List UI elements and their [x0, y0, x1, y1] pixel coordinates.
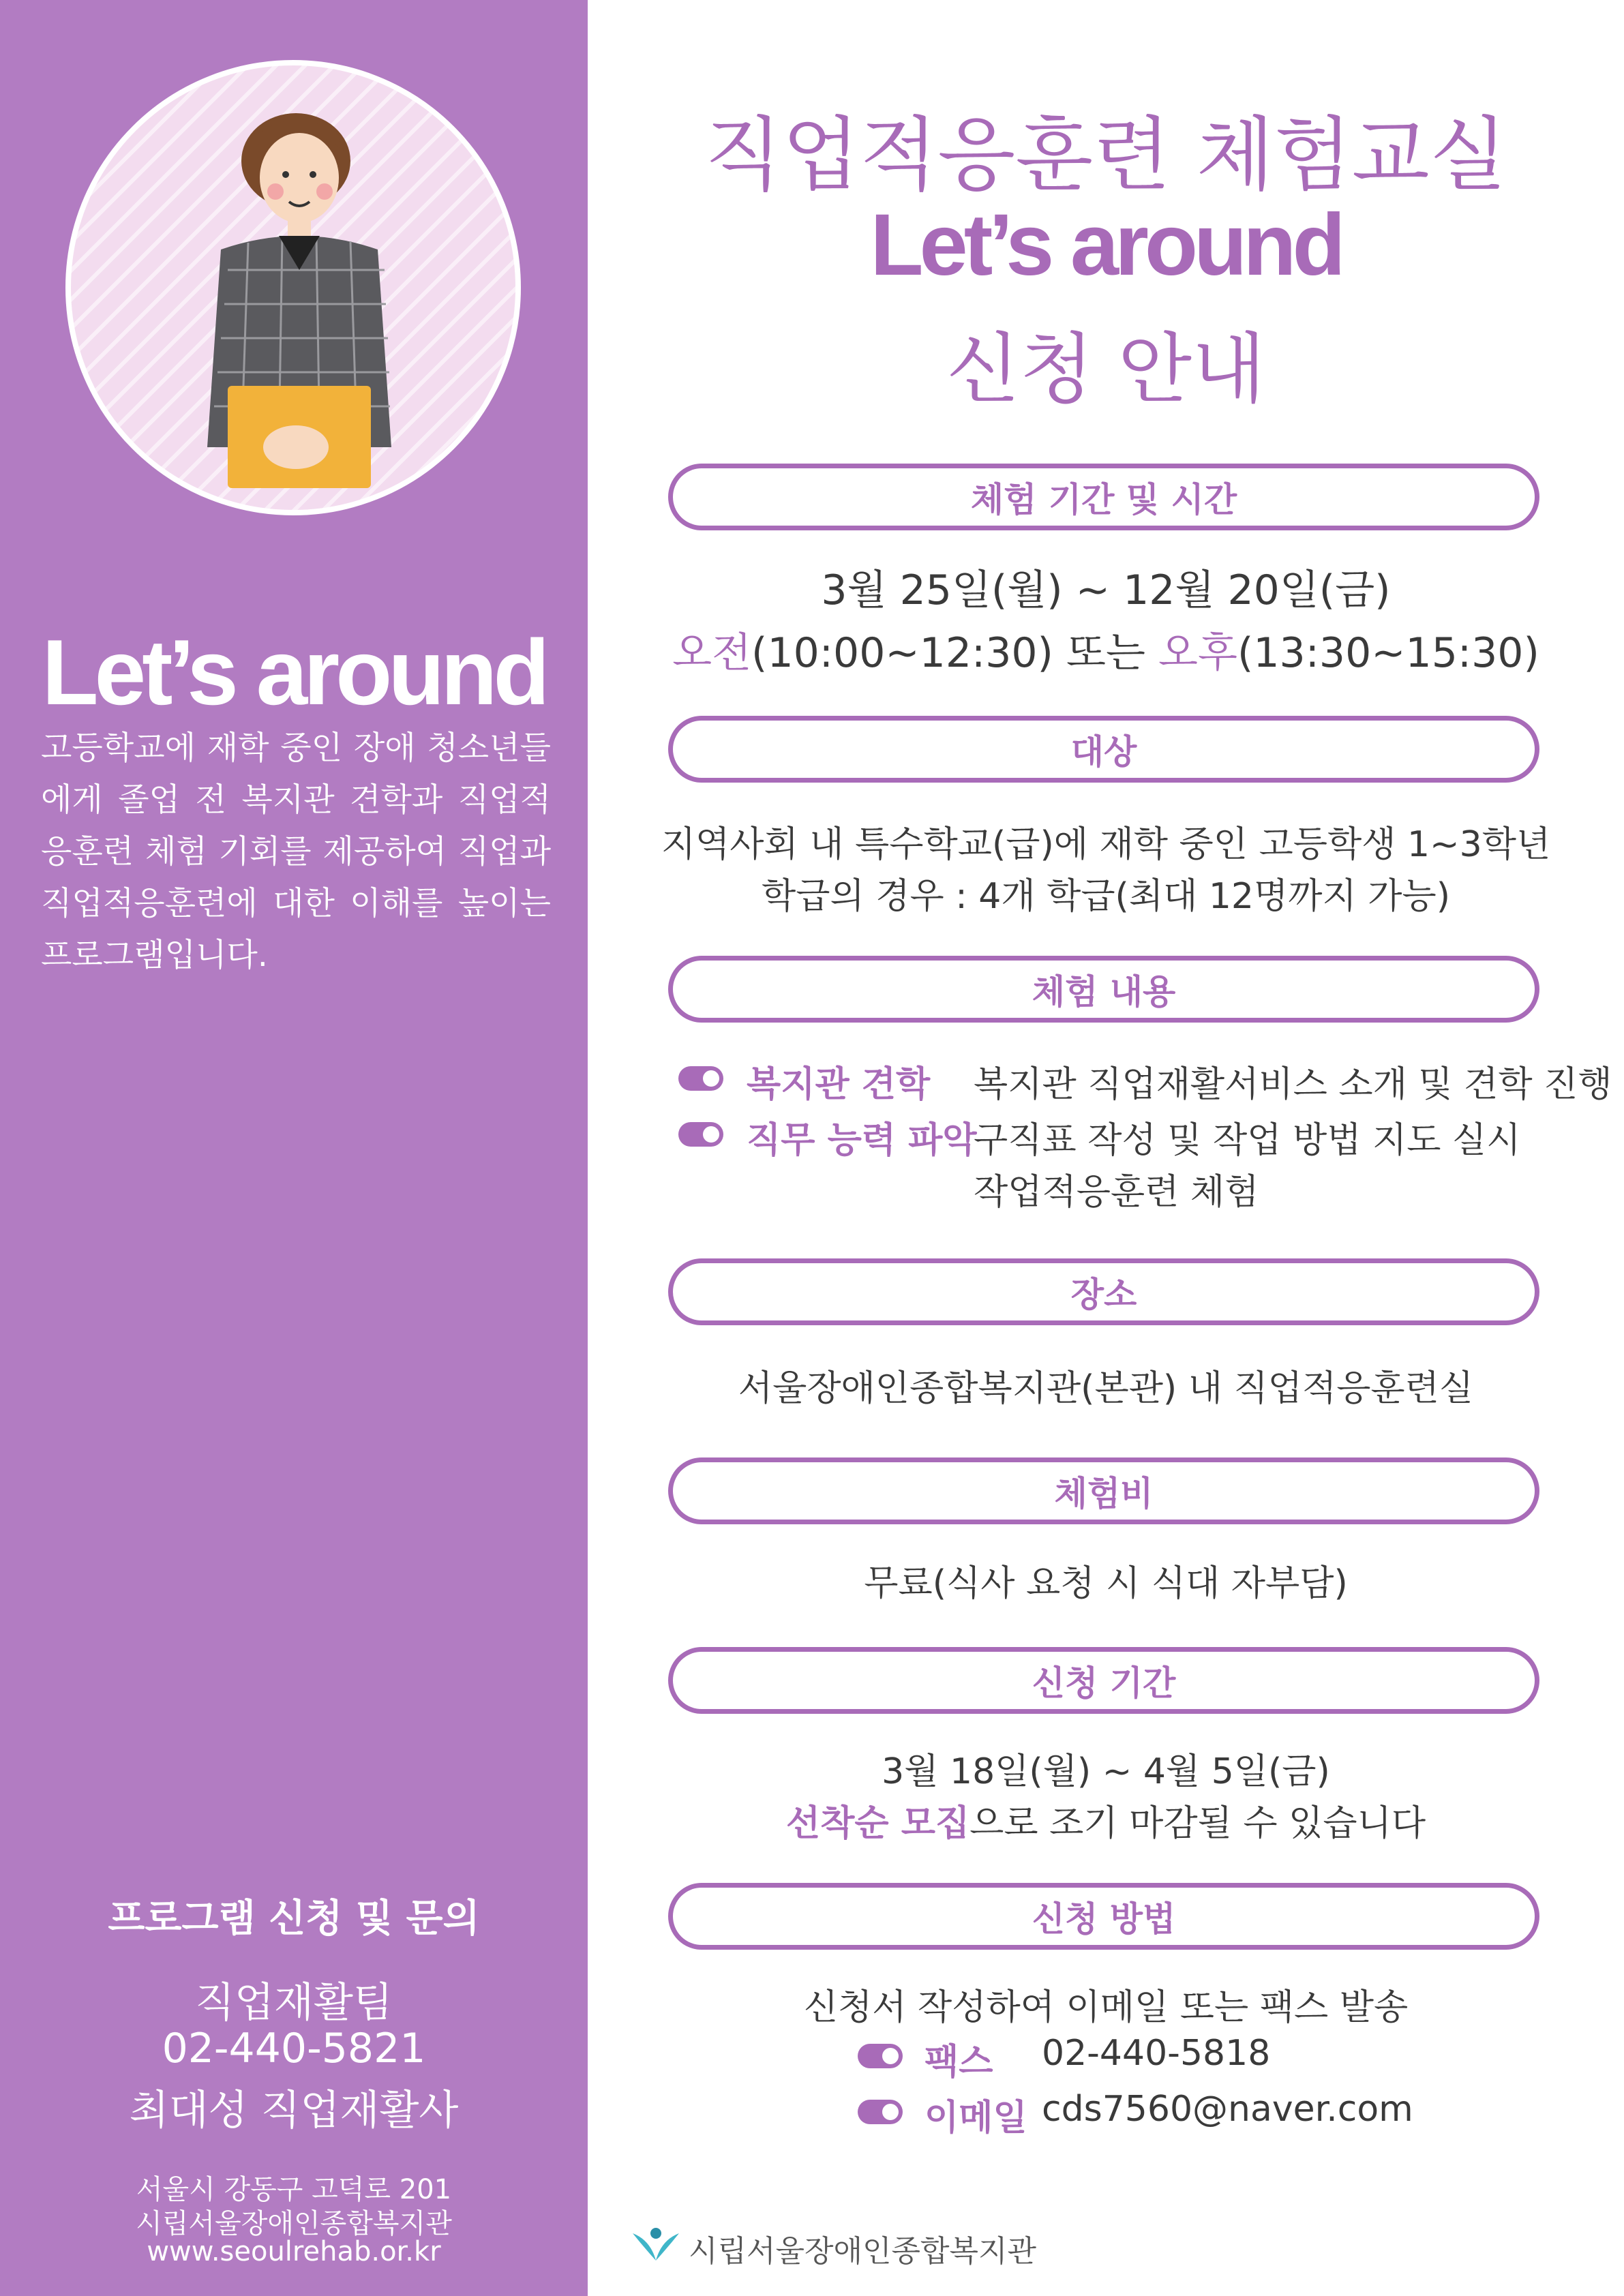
fax-label: 팩스 [924, 2042, 993, 2083]
illustration-circle [65, 60, 521, 515]
apply-method-text: 신청서 작성하여 이메일 또는 팩스 발송 [803, 1987, 1409, 2028]
inquiry-team: 직업재활팀 [195, 1979, 393, 2027]
fax-number: 02-440-5818 [1042, 2033, 1271, 2074]
section-header-place: 장소 [668, 1258, 1539, 1325]
target-line1: 지역사회 내 특수학교(급)에 재학 중인 고등학생 1~3학년 [661, 824, 1551, 865]
section-header-content: 체험 내용 [668, 956, 1539, 1023]
section-header-period: 체험 기간 및 시간 [668, 464, 1539, 530]
content-item-label: 직무 능력 파악 [747, 1120, 977, 1161]
toggle-icon [858, 2044, 903, 2068]
apply-period-note-highlight: 선착순 모집 [785, 1803, 970, 1844]
section-header-apply-method: 신청 방법 [668, 1883, 1539, 1950]
content-item-desc: 구직표 작성 및 작업 방법 지도 실시 [974, 1120, 1521, 1161]
content-item-desc: 복지관 직업재활서비스 소개 및 견학 진행 [974, 1064, 1612, 1105]
target-line2: 학급의 경우 : 4개 학급(최대 12명까지 가능) [761, 876, 1450, 917]
email-address[interactable]: cds7560@naver.com [1042, 2089, 1413, 2130]
program-intro: 고등학교에 재학 중인 장애 청소년들에게 졸업 전 복지관 견학과 직업적응훈련 체험 기회를 제공하여 직업과 직업적응훈련에 대한 이해를 높이는 프로그램입니다. [41, 729, 551, 974]
main-subtitle: 신청 안내 [946, 325, 1266, 414]
org-name: 시립서울장애인종합복지관 [136, 2208, 452, 2239]
toggle-icon [678, 1066, 723, 1091]
place-text: 서울장애인종합복지관(본관) 내 직업적응훈련실 [738, 1368, 1474, 1409]
apply-period-note [588, 1794, 1624, 1845]
org-logo-text: 시립서울장애인종합복지관 [689, 2234, 1037, 2269]
period-am-time: (10:00~12:30) 또는 [751, 629, 1159, 677]
website-link[interactable]: www.seoulrehab.or.kr [147, 2236, 441, 2267]
section-header-apply-period: 신청 기간 [668, 1647, 1539, 1714]
toggle-icon [678, 1122, 723, 1147]
fee-text: 무료(식사 요청 시 식대 자부담) [864, 1563, 1348, 1604]
main-title: 직업적응훈련 체험교실 [704, 108, 1507, 202]
content-extra: 작업적응훈련 체험 [974, 1172, 1259, 1213]
address: 서울시 강동구 고덕로 201 [136, 2174, 452, 2205]
period-pm: 오후 [1158, 629, 1237, 677]
email-label: 이메일 [924, 2098, 1027, 2139]
inquiry-phone[interactable]: 02-440-5821 [162, 2025, 426, 2072]
sidebar-brand: Let’s around [42, 620, 546, 724]
period-times [588, 620, 1624, 679]
period-dates: 3월 25일(월) ~ 12월 20일(금) [821, 567, 1391, 614]
org-logo-icon [630, 2226, 682, 2265]
content-item-label: 복지관 견학 [747, 1064, 931, 1105]
inquiry-contact-person: 최대성 직업재활사 [129, 2087, 459, 2134]
toggle-icon [858, 2100, 903, 2124]
period-am: 오전 [672, 629, 752, 677]
main-title-brand: Let’s around [870, 196, 1342, 294]
inquiry-title: 프로그램 신청 및 문의 [108, 1897, 480, 1941]
section-header-fee: 체험비 [668, 1457, 1539, 1524]
apply-period-note-rest: 으로 조기 마감될 수 있습니다 [969, 1803, 1426, 1844]
person-illustration [71, 65, 515, 510]
section-header-target: 대상 [668, 716, 1539, 783]
apply-period-dates: 3월 18일(월) ~ 4월 5일(금) [882, 1751, 1330, 1792]
period-pm-time: (13:30~15:30) [1237, 629, 1539, 677]
